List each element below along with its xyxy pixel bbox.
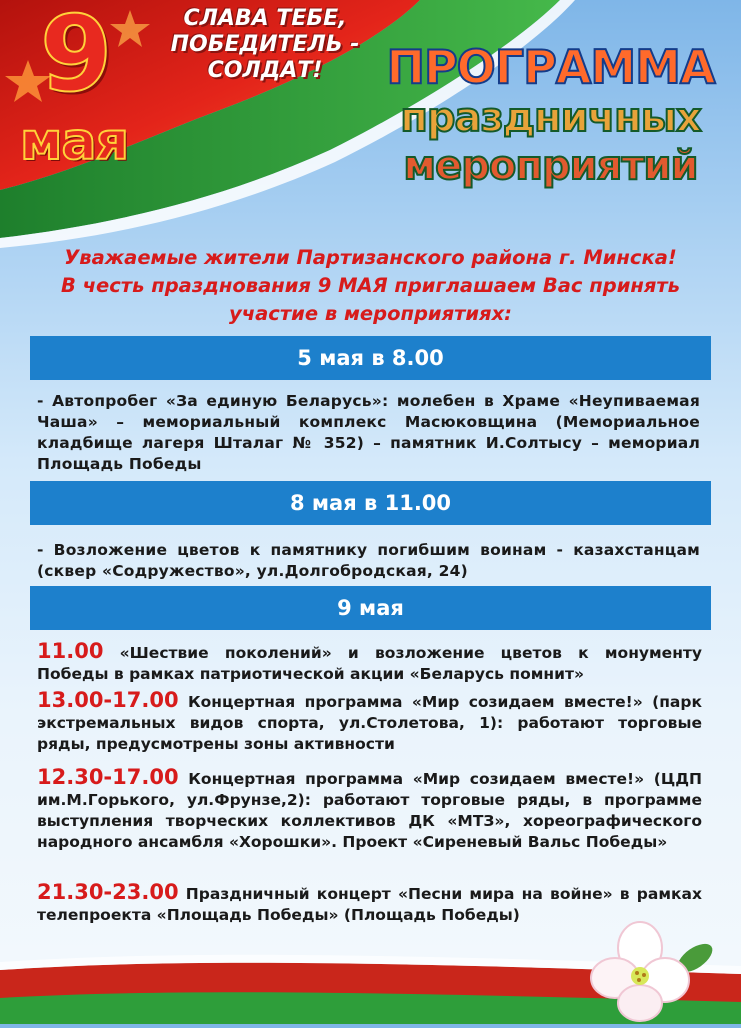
event-item xyxy=(37,767,702,853)
event-item xyxy=(37,690,702,755)
event-description: «Шествие поколений» и возложение цветов к монументу Победы в рамках патриотической акции «Беларусь помнит» xyxy=(37,644,702,683)
day-number: 9 xyxy=(40,0,113,115)
program-title-line: ПРОГРАММА xyxy=(386,40,715,94)
slogan xyxy=(150,6,380,84)
event-time: 13.00-17.00 xyxy=(37,688,179,712)
intro-line: участие в мероприятиях: xyxy=(229,302,512,325)
section-heading-may9: 9 мая xyxy=(30,586,711,630)
section-heading-may5: 5 мая в 8.00 xyxy=(30,336,711,380)
apple-blossom-icon xyxy=(590,918,720,1028)
section-text-may8: - Возложение цветов к памятнику погибшим воинам - казахстанцам (сквер «Содружество», ул.Долгобродская, 24) xyxy=(37,541,700,580)
event-time: 21.30-23.00 xyxy=(37,880,179,904)
intro-line: В честь празднования 9 МАЯ приглашаем Вас принять xyxy=(60,274,681,297)
bottom-ribbon xyxy=(0,940,741,1024)
slogan-line: СОЛДАТ! xyxy=(207,58,323,83)
program-title-line: праздничных xyxy=(400,95,701,141)
event-description: Праздничный концерт «Песни мира на войне» в рамках телепроекта «Площадь Победы» (Площадь Победы) xyxy=(37,885,702,924)
event-description: Концертная программа «Мир созидаем вместе!» (ЦДП им.М.Горького, ул.Фрунзе,2): работают торговые ряды, в программе выступления творческих коллективов ДК «МТЗ», хореографического народного ансамбля «Хорошки». Проект «Сиреневый Вальс Победы» xyxy=(37,770,702,851)
intro-line: Уважаемые жители Партизанского района г. Минска! xyxy=(64,246,677,269)
event-time: 11.00 xyxy=(37,639,104,663)
header-banner xyxy=(0,0,741,250)
slogan-line: ПОБЕДИТЕЛЬ - xyxy=(170,32,360,57)
event-item xyxy=(37,641,702,685)
program-title-line: мероприятий xyxy=(403,143,698,189)
event-description: Концертная программа «Мир созидаем вместе!» (парк экстремальных видов спорта, ул.Столетова, 1): работают торговые ряды, предусмотрены зоны активности xyxy=(37,693,702,753)
section-heading-may8: 8 мая в 11.00 xyxy=(30,481,711,525)
section-text-may5: - Автопробег «За единую Беларусь»: молебен в Храме «Неупиваемая Чаша» – мемориальный комплекс Масюковщина (Мемориальное кладбище лагеря Шталаг № 352) – памятник И.Солтысу – мемориал Площадь Победы xyxy=(37,392,700,473)
slogan-line: СЛАВА ТЕБЕ, xyxy=(183,6,347,31)
program-title xyxy=(378,40,723,190)
month-label: мая xyxy=(20,112,128,172)
event-time: 12.30-17.00 xyxy=(37,765,179,789)
intro-text xyxy=(0,244,741,328)
